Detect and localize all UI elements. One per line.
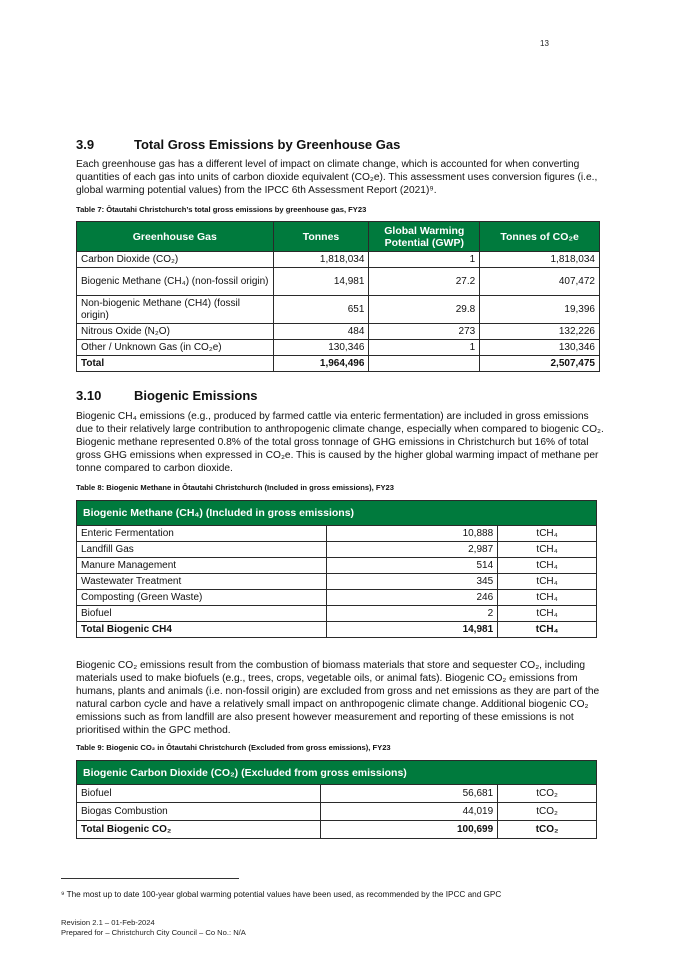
table-7-header: Tonnes (273, 222, 369, 252)
table-row (77, 590, 597, 606)
table-cell: 484 (273, 324, 369, 340)
table-cell: 56,681 (320, 785, 498, 803)
table-cell: 2 (326, 606, 498, 622)
table-7-header: Global Warming Potential (GWP) (369, 222, 480, 252)
table-cell: Biofuel (77, 606, 327, 622)
table-7-header-row (77, 222, 600, 252)
table-cell: 1 (369, 252, 480, 268)
table-cell: tCH₄ (498, 622, 597, 638)
table-9-heading: Biogenic Carbon Dioxide (CO₂) (Excluded from gross emissions) (77, 761, 597, 785)
table-9-caption: Table 9: Biogenic CO₂ in Ōtautahi Christchurch (Excluded from gross emissions), FY23 (76, 743, 391, 752)
table-cell: 132,226 (480, 324, 600, 340)
table-cell: tCH₄ (498, 542, 597, 558)
table-cell: Total Biogenic CO₂ (77, 821, 321, 839)
table-cell: 10,888 (326, 526, 498, 542)
table-row (77, 340, 600, 356)
table-cell: 345 (326, 574, 498, 590)
table-cell: 1,818,034 (480, 252, 600, 268)
table-row (77, 268, 600, 296)
table-cell: tCO₂ (498, 821, 597, 839)
table-row (77, 526, 597, 542)
table-cell: Biogas Combustion (77, 803, 321, 821)
table-cell: 29.8 (369, 296, 480, 324)
table-9 (76, 760, 597, 839)
table-total-row (77, 821, 597, 839)
table-cell: 273 (369, 324, 480, 340)
table-cell: 130,346 (480, 340, 600, 356)
table-cell: tCH₄ (498, 558, 597, 574)
table-cell: Nitrous Oxide (N₂O) (77, 324, 274, 340)
table-cell: Wastewater Treatment (77, 574, 327, 590)
section-number: 3.10 (76, 388, 102, 403)
document-footer (61, 918, 246, 938)
table-cell: 1,964,496 (273, 356, 369, 372)
table-row (77, 574, 597, 590)
table-row (77, 542, 597, 558)
table-cell: 2,507,475 (480, 356, 600, 372)
section-heading-3-9 (76, 137, 400, 152)
table-cell: tCO₂ (498, 785, 597, 803)
table-cell: tCH₄ (498, 526, 597, 542)
table-cell: Total (77, 356, 274, 372)
table-cell: 130,346 (273, 340, 369, 356)
prepared-for: Prepared for – Christchurch City Council – Co No.: N/A (61, 928, 246, 937)
biogenic-co2-paragraph: Biogenic CO₂ emissions result from the combustion of biomass materials that store and sequester CO₂, including materials used to make biofuels (e.g., trees, crops, vegetable oils, or animal fats). Biogenic CO₂ emissions from humans, plants and animals (i.e. non-fossil origin) are excluded from gross and net emissions as they are part of the natural carbon cycle and have a relatively small impact on anthropogenic climate change. Additional biogenic CO₂ emissions such as from landfill are also present however measurement and reporting of these emissions is not prioritised within the GPC method. (76, 660, 600, 736)
table-8-caption: Table 8: Biogenic Methane in Ōtautahi Christchurch (Included in gross emissions), FY23 (76, 483, 395, 492)
section-title: Total Gross Emissions by Greenhouse Gas (134, 137, 401, 152)
table-row (77, 558, 597, 574)
table-cell: Enteric Fermentation (77, 526, 327, 542)
table-cell: 407,472 (480, 268, 600, 296)
table-cell: 14,981 (326, 622, 498, 638)
table-cell: Biofuel (77, 785, 321, 803)
table-row (77, 252, 600, 268)
table-cell: 1,818,034 (273, 252, 369, 268)
footnote: ⁹ The most up to date 100-year global warming potential values have been used, as recommended by the IPCC and GPC (61, 890, 502, 899)
table-cell: Non-biogenic Methane (CH4) (fossil origin) (77, 296, 274, 324)
table-row (77, 296, 600, 324)
table-8-heading-row (77, 501, 597, 526)
table-7-caption: Table 7: Ōtautahi Christchurch’s total gross emissions by greenhouse gas, FY23 (76, 205, 367, 214)
table-7-header: Tonnes of CO₂e (480, 222, 600, 252)
table-cell: tCH₄ (498, 606, 597, 622)
table-cell: 100,699 (320, 821, 498, 839)
table-cell: 14,981 (273, 268, 369, 296)
table-row (77, 785, 597, 803)
table-cell: Landfill Gas (77, 542, 327, 558)
table-8 (76, 500, 597, 638)
table-cell: 514 (326, 558, 498, 574)
table-total-row (77, 356, 600, 372)
table-9-heading-row (77, 761, 597, 785)
revision-info: Revision 2.1 – 01-Feb-2024 (61, 918, 155, 927)
table-cell: tCO₂ (498, 803, 597, 821)
table-cell: Biogenic Methane (CH₄) (non-fossil origin) (77, 268, 274, 296)
section-3-10-paragraph: Biogenic CH₄ emissions (e.g., produced by farmed cattle via enteric fermentation) are included in gross emissions due to their relatively large contribution to anthropogenic climate change, especially when compared to biogenic CO₂. Biogenic methane represented 0.8% of the total gross tonnage of GHG emissions in Christchurch but 16% of total gross GHG emissions when expressed in CO₂e. This is caused by the higher global warming impact of methane per tonne compared to carbon dioxide. (76, 411, 604, 474)
section-number: 3.9 (76, 137, 95, 152)
table-cell: Total Biogenic CH4 (77, 622, 327, 638)
footnote-divider (61, 878, 239, 879)
table-8-heading: Biogenic Methane (CH₄) (Included in gross emissions) (77, 501, 597, 526)
table-cell: 27.2 (369, 268, 480, 296)
page-number: 13 (540, 39, 549, 48)
table-row (77, 324, 600, 340)
table-total-row (77, 622, 597, 638)
table-cell: 246 (326, 590, 498, 606)
table-7 (76, 221, 600, 372)
table-row (77, 606, 597, 622)
table-7-header: Greenhouse Gas (77, 222, 274, 252)
table-cell: tCH₄ (498, 574, 597, 590)
table-cell: tCH₄ (498, 590, 597, 606)
section-heading-3-10 (76, 388, 258, 403)
table-cell: 19,396 (480, 296, 600, 324)
table-cell: 651 (273, 296, 369, 324)
table-cell: 44,019 (320, 803, 498, 821)
table-cell: 2,987 (326, 542, 498, 558)
section-3-9-paragraph: Each greenhouse gas has a different level of impact on climate change, which is accounted for when converting quantities of each gas into units of carbon dioxide equivalent (CO₂e). This assessment uses conversion figures (i.e., global warming potential values) from the IPCC 6th Assessment Report (2021)⁹. (76, 159, 598, 196)
table-cell: Other / Unknown Gas (in CO₂e) (77, 340, 274, 356)
table-cell: Carbon Dioxide (CO₂) (77, 252, 274, 268)
table-cell (369, 356, 480, 372)
table-cell: Manure Management (77, 558, 327, 574)
table-cell: 1 (369, 340, 480, 356)
section-title: Biogenic Emissions (134, 388, 258, 403)
table-row (77, 803, 597, 821)
table-cell: Composting (Green Waste) (77, 590, 327, 606)
